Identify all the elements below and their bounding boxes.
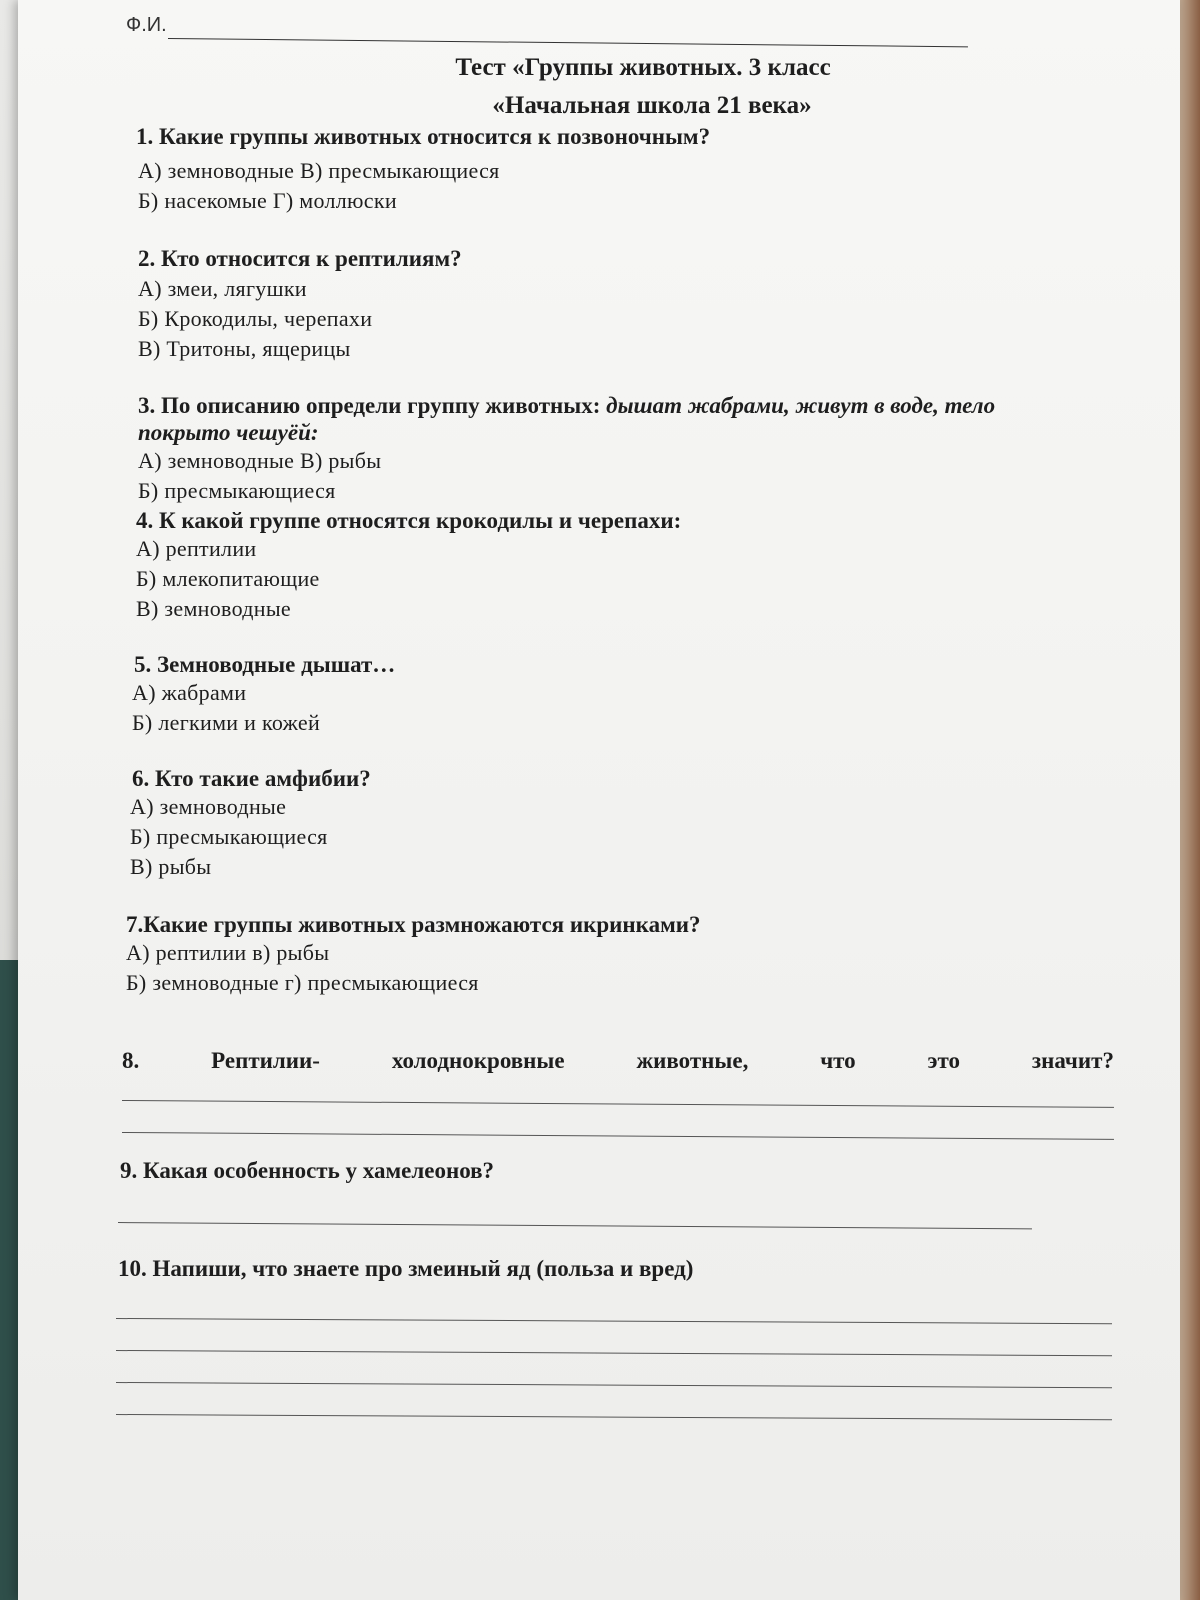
question-6: 6. Кто такие амфибии? [132,766,371,791]
question-6-answer-b: Б) пресмыкающиеся [130,824,328,849]
question-8-word: что [820,1048,856,1073]
question-3-answer-a: А) земноводные В) рыбы [138,448,382,473]
question-8-word: животные, [636,1048,749,1073]
question-6-answer-a: А) земноводные [130,794,287,819]
answer-line[interactable] [116,1382,1112,1388]
question-1: 1. Какие группы животных относится к позвоночным? [136,124,711,149]
question-3-description-end: покрыто чешуёй: [138,420,319,445]
test-subtitle: «Начальная школа 21 века» [492,92,812,119]
question-3-prompt: 3. По описанию определи группу животных: [138,393,601,418]
fio-label: Ф.И. [126,14,167,36]
question-6-answer-c: В) рыбы [130,854,212,879]
question-5-answer-b: Б) легкими и кожей [132,710,321,735]
answer-line[interactable] [118,1222,1032,1229]
question-2: 2. Кто относится к рептилиям? [138,246,462,271]
question-5: 5. Земноводные дышат… [134,652,396,677]
question-4-answer-c: В) земноводные [136,596,291,621]
answer-line[interactable] [122,1132,1114,1140]
question-3 [138,393,995,419]
answer-line[interactable] [122,1100,1114,1108]
question-8-word: холоднокровные [391,1048,565,1073]
question-2-answer-b: Б) Крокодилы, черепахи [138,306,373,331]
question-7-answer-a: А) рептилии в) рыбы [126,940,330,965]
question-7: 7.Какие группы животных размножаются икринками? [126,912,701,937]
question-1-answer-b: Б) насекомые Г) моллюски [138,188,397,213]
answer-line[interactable] [116,1414,1112,1420]
question-3-continued [138,420,319,446]
answer-line[interactable] [116,1318,1112,1324]
question-8-word: значит? [1031,1048,1114,1073]
question-8 [122,1048,1114,1074]
question-2-answer-c: В) Тритоны, ящерицы [138,336,351,361]
question-2-answer-a: А) змеи, лягушки [138,276,307,301]
question-1-answer-a: А) земноводные В) пресмыкающиеся [138,158,500,183]
test-title: Тест «Группы животных. 3 класс [455,54,831,81]
question-8-word: это [927,1048,960,1073]
fio-answer-line[interactable] [168,38,968,47]
question-3-answer-b: Б) пресмыкающиеся [138,478,336,503]
question-4-answer-b: Б) млекопитающие [136,566,320,591]
question-8-word: Рептилии- [211,1048,320,1073]
question-3-description: дышат жабрами, живут в воде, тело [606,393,996,418]
question-9: 9. Какая особенность у хамелеонов? [120,1158,495,1183]
question-5-answer-a: А) жабрами [132,680,247,705]
answer-line[interactable] [116,1350,1112,1356]
question-10: 10. Напиши, что знаете про змеиный яд (польза и вред) [118,1256,694,1281]
question-8-word: 8. [122,1048,140,1073]
worksheet-page [18,0,1180,1600]
question-4: 4. К какой группе относятся крокодилы и черепахи: [136,508,682,533]
question-7-answer-b: Б) земноводные г) пресмыкающиеся [126,970,479,995]
question-4-answer-a: А) рептилии [136,536,257,561]
